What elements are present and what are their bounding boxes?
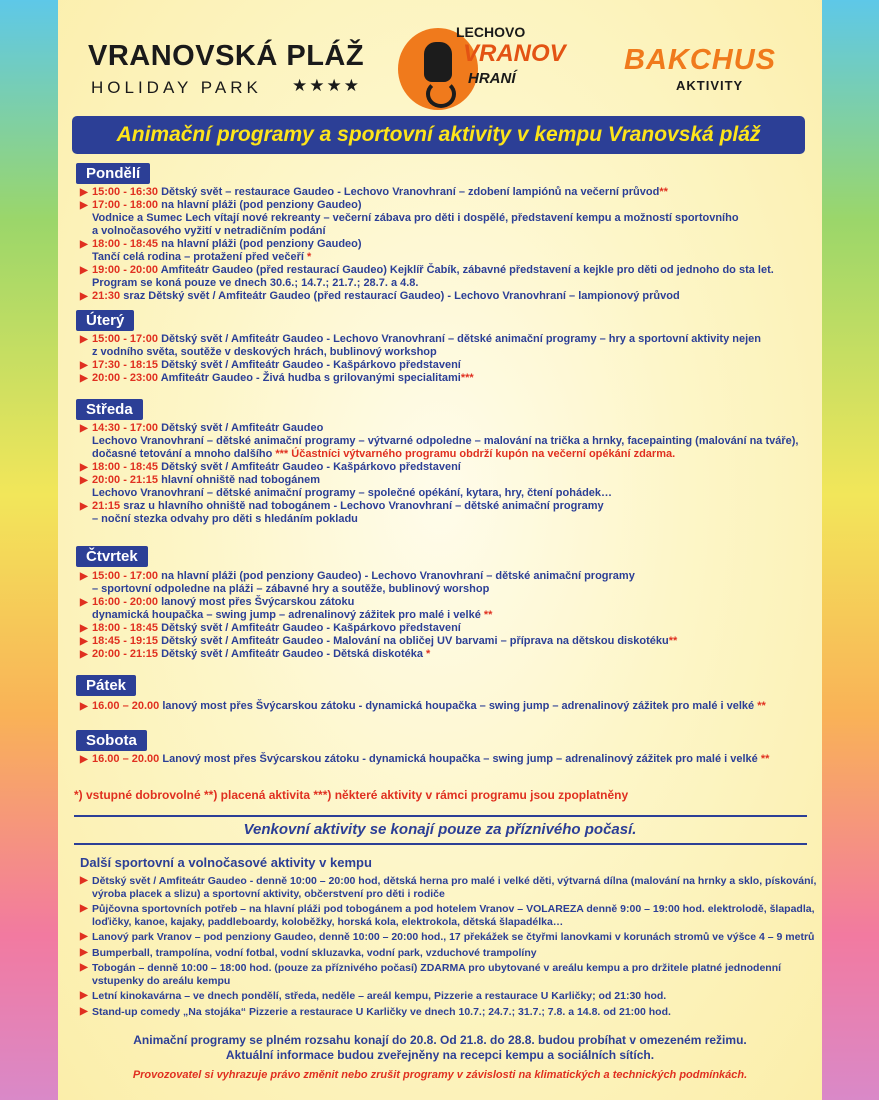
schedule-row [78,199,818,212]
arrow-right-icon: ▶ [80,623,88,634]
activity-text: hlavní ohniště nad tobogánem [158,474,321,486]
note-mark: * [303,251,312,263]
list-item-text: Stand-up comedy „Na stojáka“ Pizzerie a restaurace U Karličky ve dnech 10.7.; 24.7.; 31.7.; 7.8. a 14.8. od 21:00 hod. [92,1005,671,1018]
schedule-row [78,359,818,372]
schedule-row [78,635,818,648]
arrow-right-icon: ▶ [80,200,88,211]
arrow-right-icon: ▶ [80,946,88,958]
activity-text: Dětský svět / Amfiteátr Gaudeo - Kašpárkovo představení [158,359,461,371]
day-rows [78,186,818,303]
arrow-right-icon: ▶ [80,903,88,914]
list-item-text: Letní kinokavárna – ve dnech pondělí, středa, neděle – areál kempu, Pizzerie a restaurace U Karličky; od 21:30 hod. [92,990,667,1002]
time-label: 16.00 – 20.00 [92,753,160,765]
note-mark: * [422,648,431,660]
list-item [78,962,818,987]
day-header: Čtvrtek [76,546,148,567]
time-label: 18:00 - 18:45 [92,461,159,473]
activity-text: Lanový most přes Švýcarskou zátoku - dynamická houpačka – swing jump – adrenalinový zážitek pro malé i velké [159,753,758,765]
arrow-right-icon: ▶ [80,701,88,712]
activity-text: Amfiteátr Gaudeo (před restaurací Gaudeo) Kejklíř Čabík, zábavné představení a kejkle pro děti od jednoho do sta let. [158,264,774,276]
schedule-row [78,251,818,264]
list-item [78,947,818,960]
day-header: Pátek [76,675,136,696]
lechovo-logo-line1: LECHOVO [456,24,526,40]
activity-text: Lechovo Vranovhraní – dětské animační programy – výtvarné odpoledne – malování na trička a hrnky, facepainting (malování na tváře), [92,435,799,447]
closing-line-2: Aktuální informace budou zveřejněny na recepci kempu a sociálních sítích. [225,1048,655,1062]
time-label: 17:00 - 18:00 [92,199,159,211]
schedule-row [78,225,818,238]
time-label: 18:00 - 18:45 [92,238,159,250]
list-item [78,1006,818,1019]
arrow-right-icon: ▶ [80,423,88,434]
activity-text: Program se koná pouze ve dnech 30.6.; 14.7.; 21.7.; 28.7. a 4.8. [92,277,419,289]
activity-text: na hlavní pláži (pod penziony Gaudeo) [158,199,362,211]
arrow-right-icon: ▶ [80,334,88,345]
activity-text: Dětský svět / Amfiteátr Gaudeo [158,422,324,434]
note-mark: ** [668,635,678,647]
note-mark: *** Účastníci výtvarného programu obdrží kupón na večerní opékání zdarma. [275,448,676,460]
activity-text: – sportovní odpoledne na pláži – zábavné hry a soutěže, bublinový worshop [92,583,490,595]
schedule-row [78,448,818,461]
time-label: 15:00 - 17:00 [92,570,159,582]
schedule-row [78,500,818,513]
bakchus-logo-title: BAKCHUS [624,44,776,76]
stars-rating: ★★★★ [292,76,361,95]
time-label: 21:15 [92,500,121,512]
header [58,0,822,115]
list-item [78,903,818,928]
holiday-park-label: HOLIDAY PARK [91,78,262,97]
main-banner: Animační programy a sportovní aktivity v kempu Vranovská pláž [72,116,805,154]
lechovo-logo-line2: VRANOV [463,40,566,67]
day-rows [78,753,818,766]
arrow-right-icon: ▶ [80,931,88,942]
schedule-row [78,753,818,766]
schedule-row [78,583,818,596]
activity-text: Dětský svět / Amfiteátr Gaudeo - Kašpárkovo představení [158,461,461,473]
time-label: 17:30 - 18:15 [92,359,159,371]
more-activities-heading: Další sportovní a volnočasové aktivity v kempu [80,855,372,870]
poster-panel [58,0,822,1100]
arrow-right-icon: ▶ [80,187,88,198]
arrow-right-icon: ▶ [80,990,88,1001]
activity-text: lanový most přes Švýcarskou zátoku - dynamická houpačka – swing jump – adrenalinový zážitek pro malé i velké [159,700,755,712]
time-label: 21:30 [92,290,121,302]
schedule-row [78,290,818,303]
weather-notice: Venkovní aktivity se konají pouze za příznivého počasí. [243,821,637,838]
schedule-row [78,346,818,359]
arrow-right-icon: ▶ [80,475,88,486]
time-label: 16:00 - 20:00 [92,596,159,608]
schedule-row [78,333,818,346]
arrow-right-icon: ▶ [80,597,88,608]
time-label: 20:00 - 21:15 [92,648,159,660]
list-item-text: Lanový park Vranov – pod penziony Gaudeo, denně 10:00 – 20:00 hod., 17 překážek se čtyřmi lanovkami v korunách stromů ve výšce 4 – 9 metrů [92,931,815,943]
day-header: Úterý [76,310,134,331]
schedule-row [78,461,818,474]
note-mark: ** [757,753,770,765]
list-item-text: Bumperball, trampolína, vodní fotbal, vodní skluzavka, vodní park, vzduchové trampolíny [92,946,537,959]
arrow-right-icon: ▶ [80,291,88,302]
arrow-right-icon: ▶ [80,962,88,973]
day-rows [78,333,818,385]
arrow-right-icon: ▶ [80,373,88,384]
activity-text: na hlavní pláži (pod penziony Gaudeo) - Lechovo Vranovhraní – dětské animační programy [158,570,635,582]
arrow-right-icon: ▶ [80,360,88,371]
arrow-right-icon: ▶ [80,636,88,647]
time-label: 20:00 - 21:15 [92,474,159,486]
list-item-text: Půjčovna sportovních potřeb – na hlavní pláži pod tobogánem a pod hotelem Vranov – VOLAREZA denně 9:00 – 19:00 hod. elektrolodě, šlapadla, loďičky, kanoe, kajaky, paddleboardy, koloběžky, horská kola, elektrokola, dětská šlapadélka… [92,903,815,928]
day-header: Sobota [76,730,147,751]
closing-line-1: Animační programy se plném rozsahu konají do 20.8. Od 21.8. do 28.8. budou probíhat v omezeném režimu. [133,1033,747,1047]
time-label: 19:00 - 20:00 [92,264,159,276]
day-rows [78,700,818,713]
lechovo-logo-line3: HRANÍ [468,70,516,87]
time-label: 15:00 - 17:00 [92,333,159,345]
arrow-right-icon: ▶ [80,239,88,250]
day-rows [78,570,818,661]
arrow-right-icon: ▶ [80,501,88,512]
arrow-right-icon: ▶ [80,462,88,473]
activity-text: lanový most přes Švýcarskou zátoku [158,596,355,608]
schedule-row [78,238,818,251]
note-mark: ** [480,609,493,621]
arrow-right-icon: ▶ [80,1005,88,1017]
arrow-right-icon: ▶ [80,265,88,276]
note-mark: ** [754,700,766,712]
activity-text: sraz Dětský svět / Amfiteátr Gaudeo (před restaurací Gaudeo) - Lechovo Vranovhraní – lampionový průvod [120,290,680,302]
more-activities-list [78,875,818,1021]
list-item [78,875,818,900]
divider-bottom [74,843,807,845]
schedule-row [78,474,818,487]
activity-text: Dětský svět / Amfiteátr Gaudeo - Dětská diskotéka [158,648,423,660]
schedule-row [78,186,818,199]
activity-text: a volnočasového vyžití v netradičním podání [92,225,326,237]
time-label: 14:30 - 17:00 [92,422,159,434]
price-note: *) vstupné dobrovolné **) placená aktivita ***) některé aktivity v rámci programu jsou zpoplatněny [74,788,629,802]
schedule-row [78,622,818,635]
arrow-right-icon: ▶ [80,571,88,582]
schedule-row [78,487,818,500]
footer-disclaimer: Provozovatel si vyhrazuje právo změnit nebo zrušit programy v závislosti na klimatických a technických podmínkách. [132,1069,748,1081]
time-label: 15:00 - 16:30 [92,186,159,198]
list-item-text: Dětský svět / Amfiteátr Gaudeo - denně 10:00 – 20:00 hod, dětská herna pro malé i velké děti, výtvarná dílna (malování na hrnky a sklo, pískování, výroba placek a slizu) a sportovní aktivity, občerstvení pro děti i rodiče [92,875,817,900]
schedule-row [78,264,818,277]
closing-note [58,1033,822,1063]
vranovska-plaz-logo-title: VRANOVSKÁ PLÁŽ [88,40,365,72]
list-item [78,931,818,944]
schedule-row [78,570,818,583]
activity-text: Dětský svět / Amfiteátr Gaudeo - Kašpárkovo představení [158,622,461,634]
activity-text: dynamická houpačka – swing jump – adrenalinový zážitek pro malé i velké [92,609,481,621]
time-label: 20:00 - 23:00 [92,372,159,384]
time-label: 16.00 – 20.00 [92,700,160,712]
note-mark: *** [460,372,474,384]
activity-text: na hlavní pláži (pod penziony Gaudeo) [158,238,362,250]
arrow-right-icon: ▶ [80,875,88,886]
schedule-row [78,277,818,290]
time-label: 18:00 - 18:45 [92,622,159,634]
activity-text: Vodnice a Sumec Lech vítají nové rekreanty – večerní zábava pro děti i dospělé, představení kempu a možností sportovního [92,212,739,224]
bakchus-logo-subtitle: AKTIVITY [676,78,744,93]
divider-top [74,815,807,817]
day-rows [78,422,818,526]
activity-text: Lechovo Vranovhraní – dětské animační programy – společné opékání, kytara, hry, čtení pohádek… [92,487,613,499]
activity-text: sraz u hlavního ohniště nad tobogánem - Lechovo Vranovhraní – dětské animační programy [120,500,604,512]
schedule-row [78,596,818,609]
activity-text: Tančí celá rodina – protažení před večeří [92,251,304,263]
activity-text: Amfiteátr Gaudeo - Živá hudba s grilovanými specialitami [158,372,461,384]
activity-text: Dětský svět – restaurace Gaudeo - Lechovo Vranovhraní – zdobení lampiónů na večerní průvod [158,186,660,198]
arrow-right-icon: ▶ [80,754,88,765]
activity-text: z vodního světa, soutěže v deskových hrách, bublinový workshop [92,346,437,358]
list-item-text: Tobogán – denně 10:00 – 18:00 hod. (pouze za příznivého počasí) ZDARMA pro ubytované v areálu kempu a pro držitele platné jednodenní vstupenky do areálu kempu [92,962,782,987]
schedule-row [78,435,818,448]
schedule-row [78,372,818,385]
activity-text: Dětský svět / Amfiteátr Gaudeo - Lechovo Vranovhraní – dětské animační programy – hry a sportovní aktivity nejen [158,333,762,345]
activity-text: – noční stezka odvahy pro děti s hledáním pokladu [92,513,358,525]
schedule-row [78,609,818,622]
day-header: Pondělí [76,163,150,184]
activity-text: dočasné tetování a mnoho dalšího [92,448,276,460]
schedule-row [78,422,818,435]
schedule-row [78,648,818,661]
schedule-row [78,513,818,526]
activity-text: Dětský svět / Amfiteátr Gaudeo - Malování na obličej UV barvami – příprava na dětskou diskotéku [158,635,669,647]
list-item [78,990,818,1003]
schedule-row [78,212,818,225]
note-mark: ** [659,186,668,198]
time-label: 18:45 - 19:15 [92,635,159,647]
arrow-right-icon: ▶ [80,649,88,660]
day-header: Středa [76,399,143,420]
schedule-row [78,700,818,713]
